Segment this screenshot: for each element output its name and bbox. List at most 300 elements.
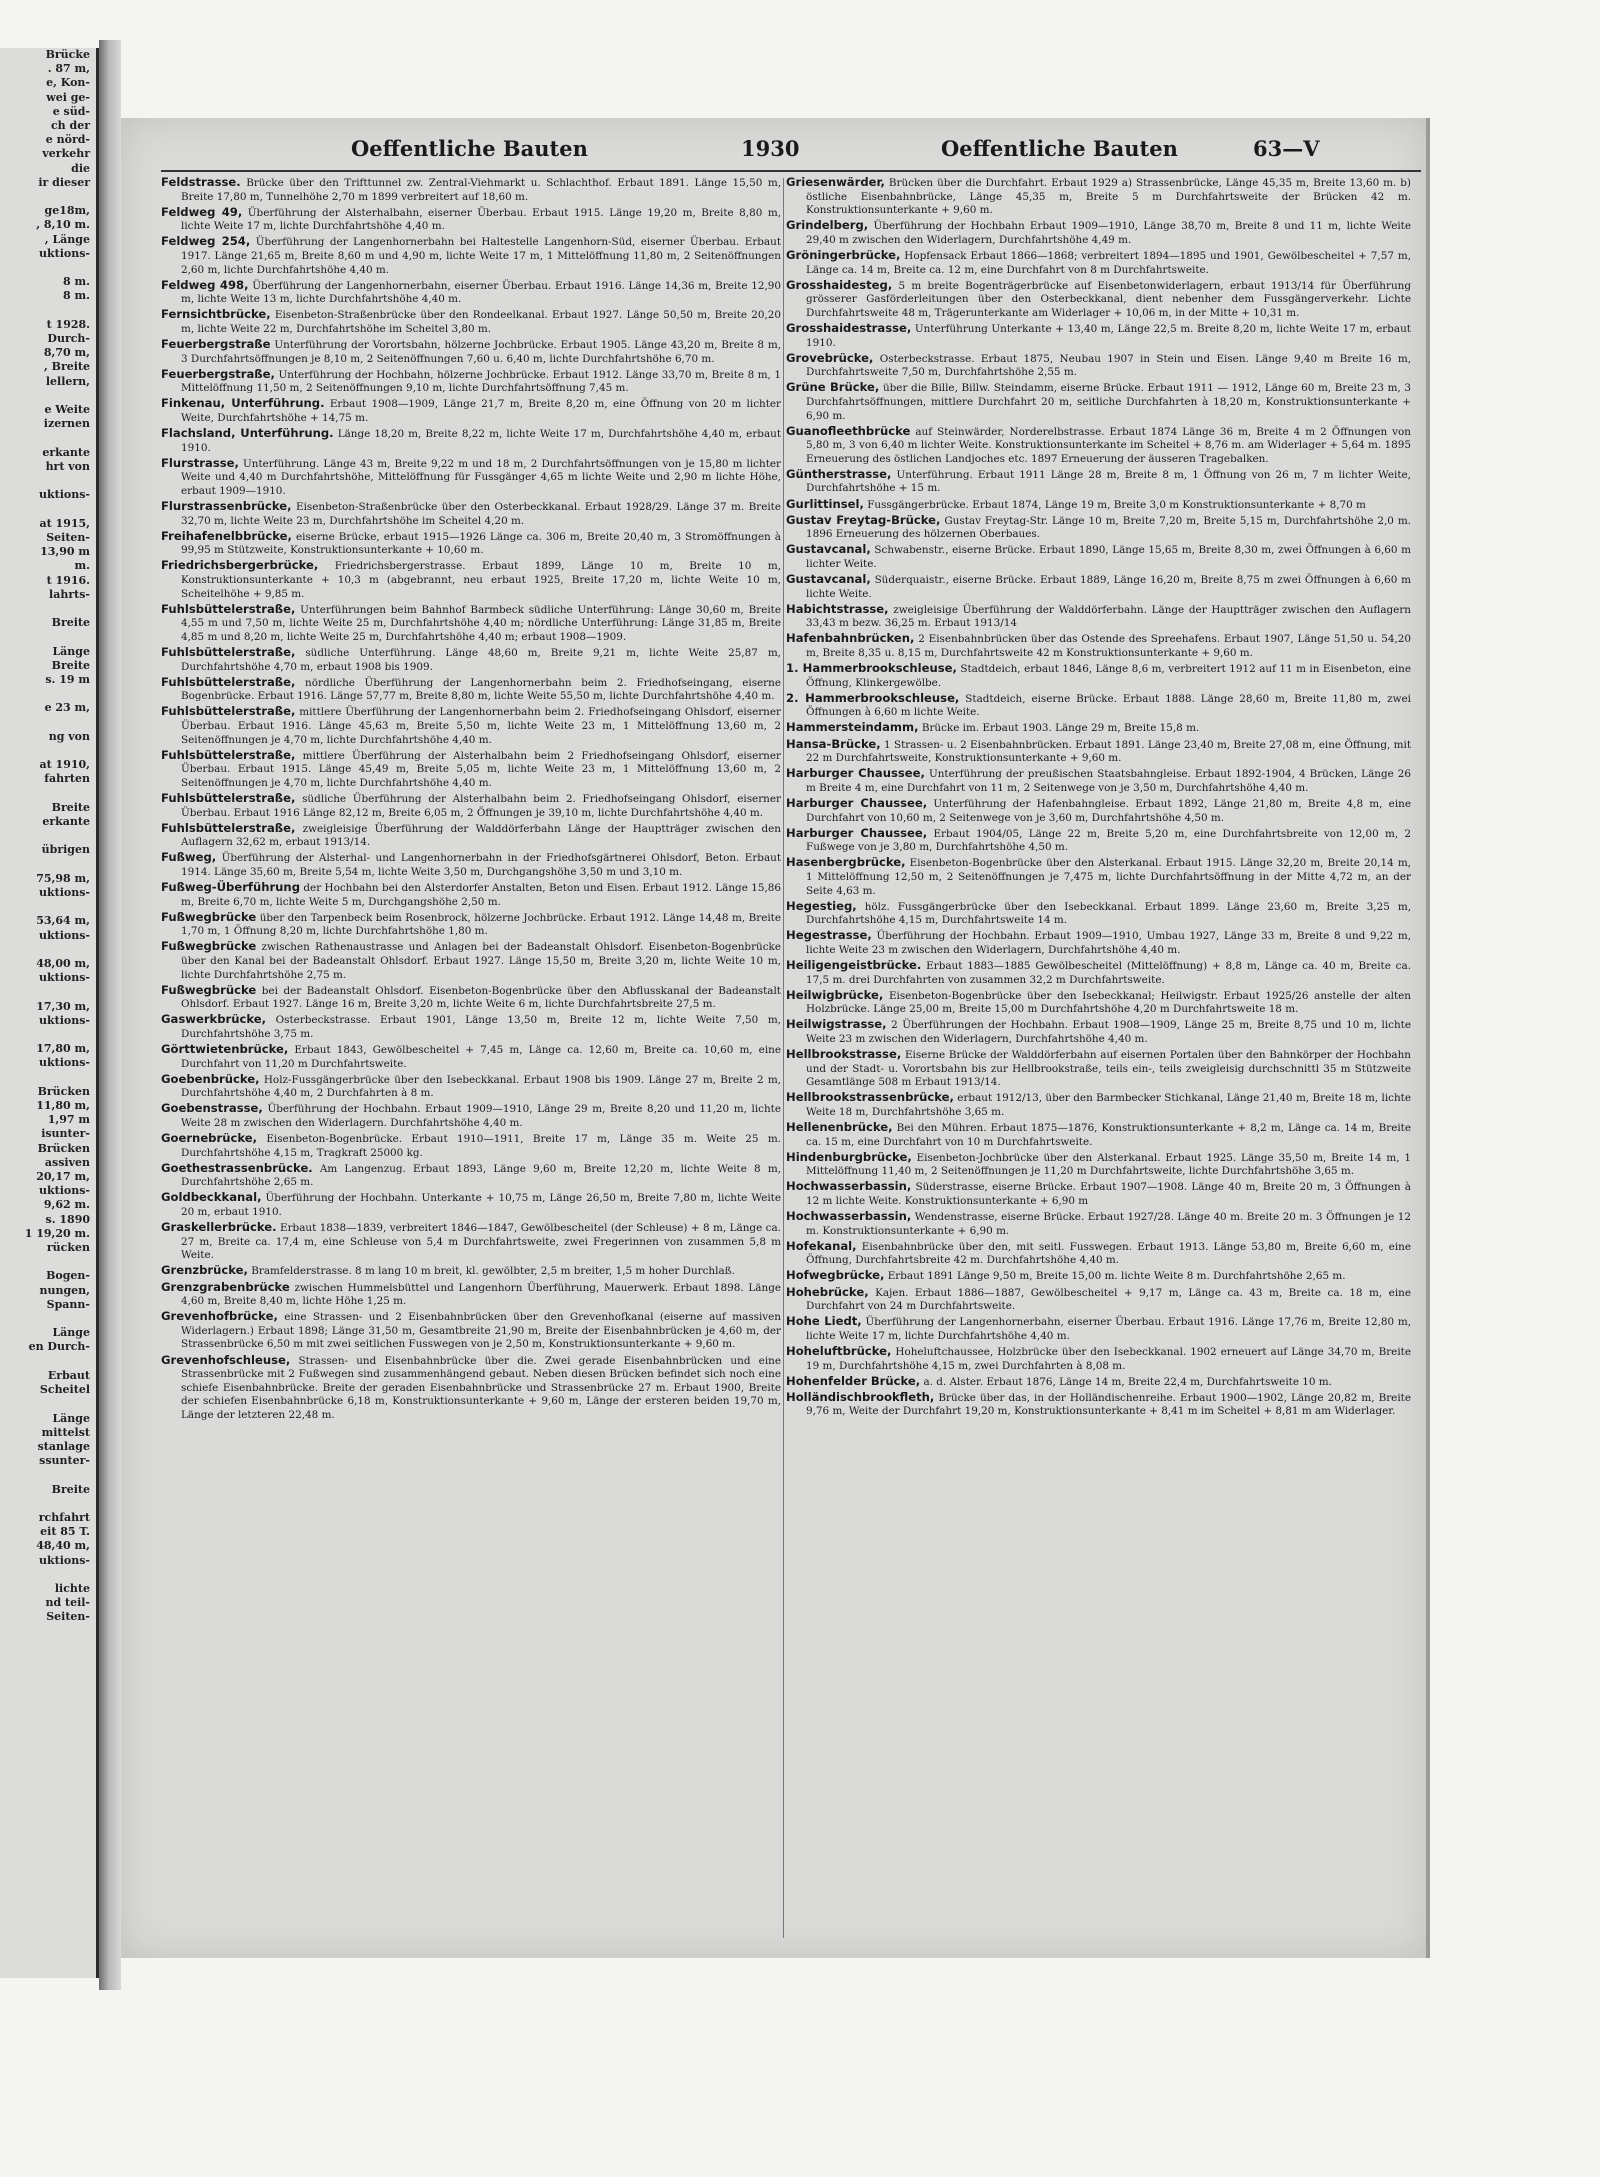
margin-fragment: die (71, 161, 90, 175)
directory-entry (786, 573, 1411, 601)
directory-entry (786, 1315, 1411, 1343)
directory-entry (161, 749, 781, 791)
entry-description: mittlere Überführung der Langenhornerbahn beim 2. Friedhofseingang Ohlsdorf, eiserner Überbau. Erbaut 1916. Länge 45,63 m, Breite 5,50 m, lichte Weite 23 m, 1 Mittelöffnung 13,60 m, 2 Seitenöffnungen je 4,70 m, lichte Durchfahrtshöhe 4,40 m. (181, 706, 781, 746)
margin-fragment (0, 687, 96, 701)
directory-entry (786, 1286, 1411, 1314)
entry-description: Eisenbeton-Bogenbrücke. Erbaut 1910—1911, Breite 17 m, Länge 35 m. Weite 25 m. Durchfahrtshöhe 4,15 m, Tragkraft 25000 kg. (181, 1133, 781, 1159)
entry-term: Hegestieg, (786, 898, 857, 913)
margin-fragment (0, 503, 96, 517)
margin-fragment: hrt von (45, 459, 90, 473)
margin-fragment: 1 19,20 m. (24, 1226, 90, 1240)
directory-entry (161, 1013, 781, 1041)
entry-description: Hoheluftchaussee, Holzbrücke über den Isebeckkanal. 1902 erneuert auf Länge 34,70 m, Breite 19 m, Durchfahrtshöhe 4,15 m, zwei Durchfahrten à 8,08 m. (806, 1345, 1411, 1372)
margin-fragment: uktions- (39, 885, 90, 899)
page-edge (1426, 118, 1430, 1958)
margin-fragment: Seiten- (46, 530, 90, 544)
entry-term: Habichtstrasse, (786, 601, 889, 616)
header-year: 1930 (741, 136, 800, 161)
entry-term: 2. Hammerbrookschleuse, (786, 690, 960, 705)
entry-term: Gustavcanal, (786, 572, 871, 587)
directory-entry (786, 322, 1411, 350)
margin-fragment: eit 85 T. (40, 1525, 90, 1539)
entry-term: Hohenfelder Brücke, (786, 1373, 921, 1388)
directory-entry (786, 738, 1411, 766)
directory-entry (786, 1345, 1411, 1373)
entry-term: Hammersteindamm, (786, 720, 919, 735)
directory-entry (786, 425, 1411, 467)
margin-fragment (0, 900, 96, 914)
entry-description: Gustav Freytag-Str. Länge 10 m, Breite 7,20 m, Breite 5,15 m, Durchfahrtshöhe 2,0 m. 1896 Erneuerung des hölzernen Oberbaues. (806, 514, 1411, 541)
margin-fragment: Breite (51, 658, 90, 672)
entry-description: Unterführung Unterkante + 13,40 m, Länge 22,5 m. Breite 8,20 m, lichte Weite 17 m, erbaut 1910. (806, 322, 1411, 349)
directory-entry (786, 1269, 1411, 1284)
entry-description: mittlere Überführung der Alsterhalbahn beim 2 Friedhofseingang Ohlsdorf, eiserner Überbau. Erbaut 1915. Länge 45,49 m, Breite 5,05 m, lichte Weite 23 m, 1 Mittelöffnung 13,60 m, 2 Seitenöffnungen je 4,70 m, lichte Durchfahrtshöhe 4,40 m. (181, 749, 781, 789)
entry-description: zweigleisige Überführung der Walddörferbahn Länge der Hauptträger zwischen den Auflagern 32,62 m, erbaut 1913/14. (181, 822, 781, 849)
directory-entry (161, 397, 781, 425)
margin-fragment: uktions- (39, 488, 90, 502)
directory-entry (161, 822, 781, 850)
margin-fragment (0, 389, 96, 403)
entry-description: Unterführung. Erbaut 1911 Länge 28 m, Breite 8 m, 1 Öffnung von 26 m, 7 m lichter Weite, Durchfahrtshöhe + 15 m. (806, 468, 1411, 495)
entry-description: Länge 18,20 m, Breite 8,22 m, lichte Weite 17 m, Durchfahrtshöhe 4,40 m, erbaut 1910. (181, 428, 781, 454)
entry-term: Grosshaidesteg, (786, 277, 893, 292)
entry-description: Eiserne Brücke der Walddörferbahn auf eisernen Portalen über den Bahnkörper der Hochbahn und der Stadt- u. Vorortsbahn bis zur Hellbrookstraße, teils ein-, teils zweigleisig durchschnittl 35 m Stützweite Gesamtlänge 508 m Erbaut 1913/14. (806, 1049, 1411, 1089)
entry-term: Gröningerbrücke, (786, 247, 901, 262)
header-left-title: Oeffentliche Bauten (351, 136, 588, 161)
entry-term: Heilwigbrücke, (786, 987, 884, 1002)
entry-term: Hasenbergbrücke, (786, 855, 906, 870)
entry-description: Brücken über die Durchfahrt. Erbaut 1929 a) Strassenbrücke, Länge 45,35 m, Breite 13,60 m. b) östliche Eisenbahnbrücke, Länge 45,35 m, Breite 5 m Durchfahrtsweite der Brücken 42 m. Konstruktionsunterkante + 9,60 m. (806, 177, 1411, 217)
entry-description: Hopfensack Erbaut 1866—1868; verbreitert 1894—1895 und 1901, Gewölbescheitel + 7,57 m, Länge ca. 14 m, Breite ca. 12 m, eine Durchfahrt von 8 m Durchfahrtsweite. (806, 249, 1411, 276)
directory-entry (161, 940, 781, 982)
entry-term: Holländischbrookfleth, (786, 1389, 935, 1404)
entry-description: südliche Unterführung. Länge 48,60 m, Breite 9,21 m, lichte Weite 25,87 m, Durchfahrtshöhe 4,70 m, erbaut 1908 bis 1909. (181, 647, 781, 673)
directory-entry (786, 279, 1411, 321)
margin-fragment: ng von (48, 729, 90, 743)
directory-entry (786, 381, 1411, 423)
previous-page-strip (0, 48, 99, 1978)
entry-description: a. d. Alster. Erbaut 1876, Länge 14 m, Breite 22,4 m, Durchfahrtsweite 10 m. (923, 1375, 1332, 1388)
entry-description: Süderquaistr., eiserne Brücke. Erbaut 1889, Länge 16,20 m, Breite 8,75 m zwei Öffnungen à 6,60 m lichte Weite. (806, 574, 1411, 600)
directory-entry (786, 1048, 1411, 1090)
directory-entry (786, 827, 1411, 855)
directory-entry (161, 206, 781, 234)
entry-description: zwischen Rathenaustrasse und Anlagen bei der Badeanstalt Ohlsdorf. Eisenbeton-Bogenbrücke über den Kanal bei der Badeanstalt Ohlsdorf. Erbaut 1927. Länge 15,50 m, Breite 3,20 m, lichte Weite 10 m, lichte Durchfahrtshöhe 2,75 m. (181, 941, 781, 981)
margin-fragment: mittelst (41, 1425, 90, 1439)
directory-entry (786, 543, 1411, 571)
margin-fragment (0, 630, 96, 644)
margin-fragment (0, 716, 96, 730)
entry-term: Feuerbergstraße (161, 337, 271, 352)
directory-entry (161, 984, 781, 1012)
entry-term: Goldbeckkanal, (161, 1190, 262, 1205)
margin-fragment (0, 829, 96, 843)
directory-entry (786, 1151, 1411, 1179)
margin-fragment: Brücke (45, 48, 90, 61)
margin-fragment: 9,62 m. (43, 1198, 90, 1212)
margin-fragment: wei ge- (46, 90, 90, 104)
directory-entry (161, 1043, 781, 1071)
entry-term: Harburger Chaussee, (786, 766, 925, 781)
entry-description: Strassen- und Eisenbahnbrücke über die. Zwei gerade Eisenbahnbrücken und eine Strassenbrücke mit 2 Fußwegen sind zusammenhängend gebaut. Neben diesen Brücken befindet sich noch eine schiefe Eisenbahnbrücke. Breite der geraden Eisenbahnbrücke und Strassenbrücke 27 m. Erbaut 1900, Breite der schiefen Eisenbahnbrücke 6,18 m, Konstruktionsunterkante + 9,60 m, Länge der ersteren beiden 19,70 m, Länge der letzteren 22,48 m. (181, 1354, 781, 1421)
directory-entry (786, 797, 1411, 825)
entry-term: Fernsichtbrücke, (161, 307, 271, 322)
entry-term: Feldweg 254, (161, 234, 251, 249)
margin-fragment: Länge (52, 1411, 90, 1425)
margin-fragment: Scheitel (39, 1383, 90, 1397)
entry-description: Schwabenstr., eiserne Brücke. Erbaut 1890, Länge 15,65 m, Breite 8,30 m, zwei Öffnungen à 6,60 m lichter Weite. (806, 544, 1411, 570)
header-rule (161, 170, 1421, 172)
entry-term: Gurlittinsel, (786, 496, 864, 511)
directory-entry (786, 1121, 1411, 1149)
margin-fragment: erkante (42, 814, 90, 828)
entry-term: Hellenenbrücke, (786, 1120, 893, 1134)
directory-entry (161, 1221, 781, 1263)
directory-entry (161, 1310, 781, 1352)
directory-entry (161, 279, 781, 307)
directory-entry (161, 559, 781, 601)
margin-fragment (0, 1312, 96, 1326)
directory-entry (786, 721, 1411, 736)
header-right-title: Oeffentliche Bauten (941, 136, 1178, 161)
entry-description: Am Langenzug. Erbaut 1893, Länge 9,60 m, Breite 12,20 m, lichte Weite 8 m, Durchfahrtshöhe 2,65 m. (181, 1162, 781, 1189)
left-column (161, 176, 781, 1956)
entry-description: Überführung der Langenhornerbahn, eiserner Überbau. Erbaut 1916. Länge 14,36 m, Breite 12,90 m, lichte Weite 13 m, lichte Durchfahrtshöhe 4,40 m. (181, 279, 781, 306)
entry-term: Hofwegbrücke, (786, 1268, 885, 1283)
margin-fragment: 17,80 m, (36, 1042, 90, 1056)
entry-term: Goebenstrasse, (161, 1101, 263, 1116)
margin-fragment (0, 1355, 96, 1369)
margin-fragment: e Weite (44, 403, 90, 417)
entry-description: Eisenbeton-Bogenbrücke über den Alsterkanal. Erbaut 1915. Länge 32,20 m, Breite 20,14 m, 1 Mittelöffnung 12,50 m, 2 Seitenöffnungen je 7,475 m, lichte Durchfahrtsöffnung in der Mitte 4,72 m, an der Seite 4,63 m. (806, 857, 1411, 897)
margin-fragment: erkante (42, 445, 90, 459)
margin-fragment: at 1915, (39, 516, 90, 530)
entry-description: Erbaut 1843, Gewölbescheitel + 7,45 m, Länge ca. 12,60 m, Breite ca. 10,60 m, eine Durchfahrt von 11,20 m Durchfahrtsweite. (181, 1044, 781, 1070)
entry-term: Hegestrasse, (786, 928, 872, 943)
entry-term: Fußweg, (161, 850, 217, 865)
entry-description: Überführung der Hochbahn. Erbaut 1909—1910, Länge 29 m, Breite 8,20 und 11,20 m, lichte Weite 28 m zwischen den Widerlagern. Durchfahrtshöhe 4,40 m. (181, 1103, 781, 1129)
column-divider (783, 178, 784, 1938)
directory-entry (786, 900, 1411, 928)
entry-description: Unterführung der preußischen Staatsbahngleise. Erbaut 1892-1904, 4 Brücken, Länge 26 m Breite 4 m, eine Durchfahrt von 11 m, 2 Seitenwege von je 3,50 m, Durchfahrtshöhe 4,40 m. (806, 768, 1411, 794)
margin-fragment (0, 744, 96, 758)
margin-fragment: Breite (51, 800, 90, 814)
margin-fragment: e, Kon- (46, 76, 90, 90)
entry-term: Goethestrassenbrücke. (161, 1160, 313, 1175)
entry-description: zwischen Hummelsbüttel und Langenhorn Überführung, Mauerwerk. Erbaut 1898. Länge 4,60 m, Breite 8,40 m, lichte Höhe 1,25 m. (181, 1281, 781, 1308)
margin-fragment (0, 190, 96, 204)
directory-entry (161, 368, 781, 396)
entry-description: Erbaut 1891 Länge 9,50 m, Breite 15,00 m. lichte Weite 8 m. Durchfahrtshöhe 2,65 m. (887, 1270, 1346, 1283)
margin-fragment (0, 1028, 96, 1042)
entry-description: Bramfelderstrasse. 8 m lang 10 m breit, kl. gewölbter, 2,5 m breiter, 1,5 m hoher Durchlaß. (251, 1265, 735, 1278)
entry-term: Gustav Freytag-Brücke, (786, 512, 941, 527)
entry-description: Friedrichsbergerstrasse. Erbaut 1899, Länge 10 m, Breite 10 m, Konstruktionsunterkante + 10,3 m (abgebrannt, neu erbaut 1925, Breite 17,20 m, lichte Weite 10 m, Scheitelhöhe + 9,85 m. (181, 560, 781, 600)
directory-entry (786, 1391, 1411, 1419)
directory-entry (786, 632, 1411, 660)
margin-fragment: verkehr (42, 147, 90, 161)
entry-description: zweigleisige Überführung der Walddörferbahn. Länge der Hauptträger zwischen den Auflagern 33,43 m bezw. 36,25 m. Erbaut 1913/14 (806, 603, 1411, 630)
entry-description: über die Bille, Billw. Steindamm, eiserne Brücke. Erbaut 1911 — 1912, Länge 60 m, Breite 23 m, 3 Durchfahrtsöffnungen, mittlere Durchfahrt 20 m, seitliche Durchfahrten à 18,20 m, Konstruktionsunterkante + 6,90 m. (806, 382, 1411, 422)
entry-term: Harburger Chaussee, (786, 825, 928, 840)
entry-description: 2 Überführungen der Hochbahn. Erbaut 1908—1909, Länge 25 m, Breite 8,75 und 10 m, lichte Weite 23 m zwischen den Widerlagern, Durchfahrtshöhe 4,40 m. (806, 1019, 1411, 1045)
directory-entry (161, 500, 781, 528)
entry-description: Erbaut 1883—1885 Gewölbescheitel (Mittelöffnung) + 8,8 m, Länge ca. 40 m, Breite ca. 17,5 m. drei Durchfahrten von zusammen 32,2 m Durchfahrtsweite. (806, 959, 1411, 986)
entry-description: Überführung der Langenhornerbahn bei Haltestelle Langenhorn-Süd, eiserner Überbau. Erbaut 1917. Länge 21,65 m, Breite 8,60 m und 4,90 m, lichte Weite 17 m, 1 Mittelöffnung 11,80 m, 2 Seitenöffnungen 2,60 m, lichte Durchfahrtshöhe 4,40 m. (181, 236, 781, 276)
directory-entry (161, 1191, 781, 1219)
entry-description: erbaut 1912/13, über den Barmbecker Stichkanal, Länge 21,40 m, Breite 18 m, lichte Weite 18 m, Durchfahrtshöhe 3,65 m. (806, 1092, 1411, 1118)
margin-fragment (0, 304, 96, 318)
entry-term: Fuhlsbüttelerstraße, (161, 820, 296, 835)
entry-description: der Hochbahn bei den Alsterdorfer Anstalten, Beton und Eisen. Erbaut 1912. Länge 15,86 m, Breite 6,70 m, lichte Weite 5 m, Durchgangshöhe 2,50 m. (181, 882, 781, 908)
directory-entry (786, 498, 1411, 513)
margin-fragment: e 23 m, (44, 701, 90, 715)
margin-fragment (0, 1468, 96, 1482)
directory-entry (161, 1102, 781, 1130)
margin-fragment (0, 261, 96, 275)
entry-description: Unterführungen beim Bahnhof Barmbeck südliche Unterführung: Länge 30,60 m, Breite 4,55 m und 7,50 m, lichte Weite 25 m, Durchfahrtshöhe 4,40 m; nördliche Unterführung: Länge 31,85 m, Breite 4,85 m und 8,20 m, lichte Weite 25 m, Durchfahrtshöhe 4,40 m; erbaut 1908—1909. (181, 603, 781, 643)
margin-fragment: . 87 m, (47, 62, 90, 76)
directory-entry (161, 176, 781, 204)
margin-fragment: fahrten (44, 772, 90, 786)
entry-description: Fussgängerbrücke. Erbaut 1874, Länge 19 m, Breite 3,0 m Konstruktionsunterkante + 8,70 m (867, 498, 1366, 511)
directory-entry (161, 881, 781, 909)
entry-description: Osterbeckstrasse. Erbaut 1901, Länge 13,50 m, Breite 12 m, lichte Weite 7,50 m, Durchfahrtshöhe 3,75 m. (181, 1014, 781, 1040)
entry-term: Hansa-Brücke, (786, 736, 881, 751)
margin-fragment: m. (74, 559, 90, 573)
directory-entry (161, 1264, 781, 1279)
entry-term: Görttwietenbrücke, (161, 1042, 289, 1057)
directory-entry (786, 692, 1411, 720)
entry-term: Fuhlsbüttelerstraße, (161, 645, 296, 659)
margin-fragment: uktions- (39, 928, 90, 942)
entry-term: Hafenbahnbrücken, (786, 631, 915, 646)
entry-description: Eisenbeton-Bogenbrücke über den Isebeckkanal; Heilwigstr. Erbaut 1925/26 anstelle der alten Holzbrücke. Länge 25,00 m, Breite 15,00 m Durchfahrtshöhe 4,20 m Durchfahrtsweite 18 m. (806, 989, 1411, 1016)
entry-description: Überführung der Alsterhalbahn, eiserner Überbau. Erbaut 1915. Länge 19,20 m, Breite 8,80 m, lichte Weite 17 m, lichte Durchfahrtshöhe 4,40 m. (181, 206, 781, 233)
entry-term: Guanofleethbrücke (786, 423, 911, 438)
directory-entry (161, 1073, 781, 1101)
entry-term: Flurstrasse, (161, 455, 239, 470)
entry-description: Überführung der Hochbahn. Unterkante + 10,75 m, Länge 26,50 m, Breite 7,80 m, lichte Weite 20 m, erbaut 1910. (181, 1192, 781, 1219)
entry-description: 1 Strassen- u. 2 Eisenbahnbrücken. Erbaut 1891. Länge 23,40 m, Breite 27,08 m, eine Öffnung, mit 22 m Durchfahrtsweite, Konstruktionsunterkante + 9,60 m. (806, 738, 1411, 765)
margin-fragment: Breite (51, 1482, 90, 1496)
entry-term: Fuhlsbüttelerstraße, (161, 704, 296, 719)
entry-description: Bei den Mühren. Erbaut 1875—1876, Konstruktionsunterkante + 8,2 m, Länge ca. 14 m, Breite ca. 15 m, eine Durchfahrt von 10 m Durchfahrtsweite. (806, 1122, 1411, 1148)
entry-term: Hohe Liedt, (786, 1314, 862, 1329)
directory-entry (161, 457, 781, 499)
entry-term: Fuhlsbüttelerstraße, (161, 790, 296, 805)
margin-fragment: 13,90 m (40, 545, 90, 559)
margin-fragment: Brücken (37, 1084, 90, 1098)
entry-term: Flurstrassenbrücke, (161, 499, 292, 514)
entry-term: Hohebrücke, (786, 1284, 869, 1299)
directory-entry (786, 959, 1411, 987)
directory-entry (786, 1375, 1411, 1390)
entry-term: Finkenau, Unterführung. (161, 396, 325, 411)
margin-fragment: 1,97 m (47, 1113, 90, 1127)
margin-fragment: 53,64 m, (36, 914, 90, 928)
margin-fragment: uktions- (39, 246, 90, 260)
margin-fragment: 20,17 m, (36, 1170, 90, 1184)
entry-term: Grevenhofbrücke, (161, 1309, 278, 1324)
margin-fragment: stanlage (37, 1439, 90, 1453)
entry-term: Hoheluftbrücke, (786, 1343, 892, 1358)
directory-entry (161, 1281, 781, 1309)
entry-description: Kajen. Erbaut 1886—1887, Gewölbescheitel + 9,17 m, Länge ca. 43 m, Breite ca. 18 m, eine Durchfahrt von 24 m Durchfahrtsweite. (806, 1286, 1411, 1313)
directory-entry (161, 646, 781, 674)
directory-entry (161, 338, 781, 366)
entry-description: Unterführung der Vorortsbahn, hölzerne Jochbrücke. Erbaut 1905. Länge 43,20 m, Breite 8 m, 3 Durchfahrtsöffnungen je 8,10 m, 2 Seitenöffnungen 7,60 u. 6,40 m, lichte Durchfahrtshöhe 6,70 m. (181, 339, 781, 365)
margin-fragment: ir dieser (38, 175, 90, 189)
margin-fragment: Bogen- (46, 1269, 90, 1283)
entry-description: bei der Badeanstalt Ohlsdorf. Eisenbeton-Bogenbrücke über den Abflusskanal der Badeanstalt Ohlsdorf. Erbaut 1927. Länge 16 m, Breite 3,20 m, lichte Weite 6 m, lichte Durchfahrtsbreite 27,5 m. (181, 984, 781, 1011)
entry-description: nördliche Überführung der Langenhornerbahn beim 2. Friedhofseingang, eiserne Bogenbrücke. Erbaut 1916. Länge 57,77 m, Breite 8,80 m, lichte Weite 55,50 m, lichte Durchfahrtshöhe 4,40 m. (181, 676, 781, 703)
entry-term: Grenzbrücke, (161, 1263, 248, 1278)
margin-fragment: lellern, (45, 374, 90, 388)
entry-term: Feldweg 498, (161, 277, 249, 292)
margin-fragment: 8 m. (63, 289, 90, 303)
entry-description: Überführung der Langenhornerbahn, eiserner Überbau. Erbaut 1916. Länge 17,76 m, Breite 12,80 m, lichte Weite 17 m, lichte Durchfahrtshöhe 4,40 m. (806, 1316, 1411, 1342)
margin-fragment: 48,40 m, (36, 1539, 90, 1553)
directory-entry (786, 249, 1411, 277)
entry-term: Feldstrasse. (161, 176, 241, 189)
margin-fragment: Länge (52, 1326, 90, 1340)
margin-fragment: t 1928. (46, 317, 90, 331)
margin-fragment: 8,70 m, (43, 346, 90, 360)
entry-description: auf Steinwärder, Norderelbstrasse. Erbaut 1874 Länge 36 m, Breite 4 m 2 Öffnungen von 5,80 m, 3 von 6,40 m lichter Weite. Konstruktionsunterkante im Scheitel + 8,76 m. am Widerlager + 5,64 m. 1895 Erneuerung des östlichen Landjoches etc. 1897 Erneuerung der äusseren Tragebalken. (806, 425, 1411, 465)
right-column (786, 176, 1411, 1956)
entry-description: über den Tarpenbeck beim Rosenbrock, hölzerne Jochbrücke. Erbaut 1912. Länge 14,48 m, Breite 1,70 m, 1 Öffnung 8,20 m, lichte Durchfahrtshöhe 1,80 m. (181, 911, 781, 938)
entry-term: Fuhlsbüttelerstraße, (161, 747, 296, 762)
margin-fragment: isunter- (41, 1127, 90, 1141)
page-number: 63—V (1253, 136, 1320, 161)
margin-fragment: uktions- (39, 1056, 90, 1070)
margin-fragment: 48,00 m, (36, 957, 90, 970)
directory-entry (161, 235, 781, 277)
entry-term: Grosshaidestrasse, (786, 320, 912, 335)
margin-fragment: rchfahrt (38, 1510, 90, 1524)
directory-entry (786, 1240, 1411, 1268)
margin-fragment (0, 474, 96, 488)
margin-fragment (0, 1255, 96, 1269)
margin-fragment: , Breite (43, 360, 90, 374)
directory-entry (161, 603, 781, 645)
entry-description: Unterführung. Länge 43 m, Breite 9,22 m und 18 m, 2 Durchfahrtsöffnungen von je 15,80 m lichter Weite und 4,40 m Durchfahrtshöhe, Mittelöffnung für Fussgänger 4,65 m lichte Weite und 2,90 m lichte Höhe, erbaut 1909—1910. (181, 457, 781, 497)
entry-term: Hochwasserbassin, (786, 1209, 912, 1224)
directory-entry (786, 767, 1411, 795)
directory-entry (161, 308, 781, 336)
entry-term: Freihafenelbbrücke, (161, 528, 292, 543)
margin-fragment: nd teil- (45, 1596, 90, 1610)
entry-term: Harburger Chaussee, (786, 795, 928, 810)
entry-term: Heiligengeistbrücke. (786, 957, 922, 972)
entry-term: Fußwegbrücke (161, 939, 257, 954)
margin-fragment: ge18m, (44, 204, 90, 218)
directory-entry (161, 530, 781, 558)
entry-term: Hindenburgbrücke, (786, 1149, 912, 1164)
entry-description: hölz. Fussgängerbrücke über den Isebeckkanal. Erbaut 1899. Länge 23,60 m, Breite 3,25 m, Durchfahrtshöhe 4,15 m, Durchfahrtsweite 14 m. (806, 900, 1411, 927)
entry-term: Grindelberg, (786, 218, 869, 233)
entry-description: Eisenbeton-Straßenbrücke über den Rondeelkanal. Erbaut 1927. Länge 50,50 m, Breite 20,20 m, lichte Weite 22 m, Durchfahrtshöhe im Scheitel 3,80 m. (181, 309, 781, 335)
entry-term: Fußwegbrücke (161, 909, 257, 924)
margin-fragment (0, 1071, 96, 1085)
directory-entry (786, 219, 1411, 247)
directory-entry (786, 856, 1411, 898)
directory-entry (786, 603, 1411, 631)
margin-fragment: lichte (54, 1581, 90, 1595)
entry-term: Güntherstrasse, (786, 466, 892, 481)
margin-fragment: uktions- (39, 1184, 90, 1198)
book-gutter (99, 40, 121, 1990)
book-page (121, 118, 1426, 1958)
entry-term: Fuhlsbüttelerstraße, (161, 674, 296, 689)
margin-fragment (0, 787, 96, 801)
directory-entry (161, 1354, 781, 1423)
directory-entry (161, 1132, 781, 1160)
entry-description: Überführung der Alsterhal- und Langenhornerbahn in der Friedhofsgärtnerei Ohlsdorf, Beton. Erbaut 1914. Länge 35,60 m, Breite 5,54 m, lichte Weite 3,50 m, Durchgangshöhe 3,50 m und 3,10 m. (181, 852, 781, 878)
entry-term: Grevenhofschleuse, (161, 1352, 291, 1367)
margin-fragment (0, 858, 96, 872)
entry-description: Eisenbeton-Jochbrücke über den Alsterkanal. Erbaut 1925. Länge 35,50 m, Breite 14 m, 1 Mittelöffnung 11,40 m, 2 Seitenöffnungen je 11,20 m Durchfahrtsweite, lichte Durchfahrtshöhe 3,65 m. (806, 1151, 1411, 1178)
entry-term: Grovebrücke, (786, 350, 874, 365)
entry-term: Grenzgrabenbrücke (161, 1279, 290, 1294)
margin-fragment: s. 19 m (45, 672, 90, 686)
entry-description: Eisenbeton-Straßenbrücke über den Osterbeckkanal. Erbaut 1928/29. Länge 37 m. Breite 32,70 m, lichte Weite 23 m, Durchfahrtshöhe im Scheitel 4,20 m. (181, 501, 781, 527)
directory-entry (786, 1210, 1411, 1238)
margin-fragment: übrigen (41, 843, 90, 857)
margin-fragment: assiven (44, 1155, 90, 1169)
entry-term: Hellbrookstrassenbrücke, (786, 1090, 954, 1105)
entry-description: südliche Überführung der Alsterhalbahn beim 2. Friedhofseingang Ohlsdorf, eiserner Überbau. Erbaut 1916 Länge 82,12 m, Breite 6,05 m, 2 Öffnungen je 39,10 m, lichte Durchfahrtshöhe 4,40 m. (181, 792, 781, 819)
margin-fragment (0, 1397, 96, 1411)
entry-description: Unterführung der Hochbahn, hölzerne Jochbrücke. Erbaut 1912. Länge 33,70 m, Breite 8 m, 1 Mittelöffnung 11,50 m, 2 Seitenöffnungen 9,10 m, lichte Durchfahrtsöffnung 7,45 m. (181, 368, 781, 395)
entry-description: Erbaut 1838—1839, verbreitert 1846—1847, Gewölbescheitel (der Schleuse) + 8 m, Länge ca. 27 m, Breite ca. 17,4 m, eine Schleuse von 5,4 m Durchfahrtsweite, zwei Fregerinnen von zusammen 5,8 m Weite. (181, 1222, 781, 1262)
margin-fragment (0, 1568, 96, 1582)
margin-fragment: Breite (51, 616, 90, 630)
entry-description: Unterführung der Hafenbahngleise. Erbaut 1892, Länge 21,80 m, Breite 4,8 m, eine Durchfahrt von 10,60 m, 2 Seitenwege von je 3,60 m, Durchfahrtshöhe 4,50 m. (806, 797, 1411, 824)
entry-term: Hellbrookstrasse, (786, 1047, 902, 1062)
directory-entry (161, 427, 781, 455)
directory-entry (786, 468, 1411, 496)
margin-fragment: 11,80 m, (36, 1099, 90, 1113)
margin-fragment: Durch- (47, 332, 90, 346)
entry-description: Erbaut 1904/05, Länge 22 m, Breite 5,20 m, eine Durchfahrtsbreite von 12,00 m, 2 Fußwege von je 3,80 m, Durchfahrtshöhe 4,50 m. (806, 827, 1411, 854)
entry-term: Friedrichsbergerbrücke, (161, 558, 319, 573)
entry-term: Griesenwärder, (786, 176, 885, 189)
entry-description: eiserne Brücke, erbaut 1915—1926 Länge ca. 306 m, Breite 20,40 m, 3 Stromöffnungen à 99,95 m Stützweite, Konstruktionsunterkante + 10,60 m. (181, 530, 781, 557)
margin-fragment: rücken (46, 1241, 90, 1255)
margin-fragment: Länge (52, 644, 90, 658)
margin-fragment (0, 943, 96, 957)
margin-fragment: s. 1890 (45, 1212, 90, 1226)
margin-fragment: en Durch- (28, 1340, 90, 1354)
entry-description: Brücke im. Erbaut 1903. Länge 29 m, Breite 15,8 m. (921, 722, 1200, 735)
margin-fragment: uktions- (39, 1553, 90, 1567)
entry-term: Fuhlsbüttelerstraße, (161, 601, 296, 616)
margin-fragment (0, 602, 96, 616)
directory-entry (786, 1018, 1411, 1046)
directory-entry (161, 851, 781, 879)
margin-fragment: uktions- (39, 971, 90, 985)
margin-fragment: 17,30 m, (36, 999, 90, 1013)
entry-term: Gaswerkbrücke, (161, 1012, 267, 1027)
margin-fragment (0, 1497, 96, 1511)
margin-fragment: , Länge (44, 232, 90, 246)
margin-fragment: uktions- (39, 1013, 90, 1027)
entry-description: eine Strassen- und 2 Eisenbahnbrücken über den Grevenhofkanal (eiserne auf massiven Widerlagern.) Erbaut 1898; Länge 31,50 m, Gesamtbreite 21,90 m, Breite der Eisenbahnbrücken je 4,60 m, der Strassenbrücke 6,50 m mit zwei seitlichen Fusswegen von je 2,50 m, Konstruktionsunterkante + 9,60 m. (181, 1311, 781, 1351)
entry-term: Feuerbergstraße, (161, 366, 275, 381)
directory-entry (786, 352, 1411, 380)
